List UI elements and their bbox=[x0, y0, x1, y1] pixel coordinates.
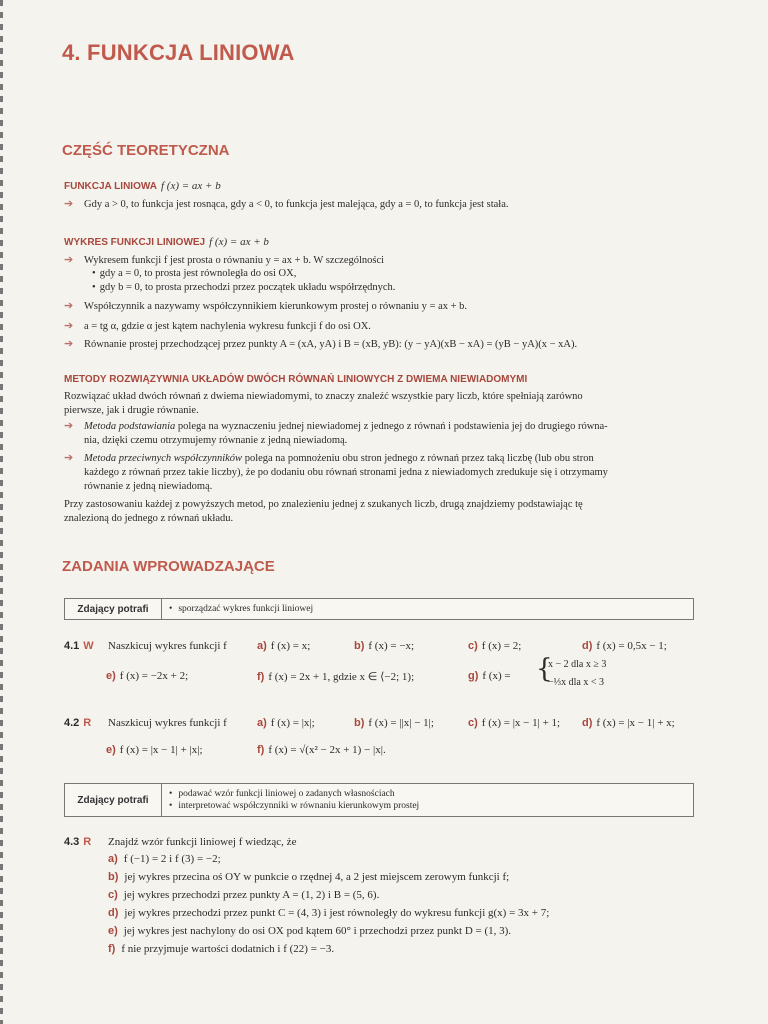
graph-line-3: a = tg α, gdzie α jest kątem nachylenia wykresu funkcji f do osi OX. bbox=[84, 321, 371, 332]
option-c bbox=[468, 717, 560, 729]
text-span: f nie przyjmuje wartości dodatnich i f (22) = −3. bbox=[121, 943, 335, 955]
subtask-f bbox=[108, 943, 334, 955]
graph-bullet-2: • gdy b = 0, to prosta przechodzi przez początek układu współrzędnych. bbox=[92, 282, 395, 293]
text-span: f) bbox=[257, 744, 265, 756]
brace-icon: { bbox=[536, 654, 553, 684]
text-span: e) bbox=[106, 744, 116, 756]
text-span: f (x) = −x; bbox=[368, 640, 415, 652]
graph-bullet-1: • gdy a = 0, to prosta jest równoległa do osi OX, bbox=[92, 268, 296, 279]
goal-item: • interpretować współczynniki w równaniu kierunkowym prostej bbox=[169, 800, 419, 812]
method-2-name: Metoda przeciwnych współczynników bbox=[84, 453, 243, 464]
text-span: f) bbox=[257, 671, 265, 683]
piece-1: x − 2 dla x ≥ 3 bbox=[548, 659, 607, 670]
chapter-title: 4. FUNKCJA LINIOWA bbox=[62, 40, 295, 65]
method-2-cont-2: równanie z jedną niewiadomą. bbox=[84, 481, 213, 492]
text-span: c) bbox=[468, 717, 478, 729]
subtask-b bbox=[108, 871, 509, 883]
text-span: e) bbox=[108, 925, 118, 937]
arrow-icon: ➔ bbox=[64, 452, 74, 464]
text-span: 4.2 bbox=[64, 717, 80, 729]
goal-box-2 bbox=[64, 783, 694, 817]
option-g bbox=[468, 670, 511, 682]
methods-para-2a: Przy zastosowaniu każdej z powyższych metod, po znalezieniu jednej z szukanych liczb, drugą znajdziemy podstawiając tę bbox=[64, 499, 583, 510]
piece-2: −⅓x dla x < 3 bbox=[548, 677, 604, 688]
graph-line-2: Współczynnik a nazywamy współczynnikiem kierunkowym prostej o równaniu y = ax + b. bbox=[84, 301, 468, 312]
arrow-icon: ➔ bbox=[64, 300, 74, 312]
option-e bbox=[106, 670, 188, 682]
methods-para-1a: Rozwiązać układ dwóch równań z dwiema niewiadomymi, to znaczy znaleźć wszystkie pary liczb, które spełniają zarówno bbox=[64, 391, 583, 402]
text-span: 4.1 bbox=[64, 640, 80, 652]
task-stem: Naszkicuj wykres funkcji f bbox=[108, 717, 227, 729]
graph-heading bbox=[64, 236, 269, 248]
graph-formula: f (x) = ax + b bbox=[209, 236, 269, 248]
option-d bbox=[582, 640, 667, 652]
text-span: f (x) = ||x| − 1|; bbox=[368, 717, 434, 729]
def-heading bbox=[64, 180, 221, 192]
option-a bbox=[257, 640, 310, 652]
goal-label: Zdający potrafi bbox=[65, 599, 162, 619]
text-span: f (x) = −2x + 2; bbox=[119, 670, 189, 682]
task-stem: Naszkicuj wykres funkcji f bbox=[108, 640, 227, 652]
text-span: f (x) = 2x + 1, gdzie x ∈ ⟨−2; 1); bbox=[268, 671, 415, 683]
option-f bbox=[257, 670, 414, 683]
task-number bbox=[64, 717, 91, 729]
arrow-icon: ➔ bbox=[64, 338, 74, 350]
def-text: Gdy a > 0, to funkcja jest rosnąca, gdy a < 0, to funkcja jest malejąca, gdy a = 0, to funkcja jest stała. bbox=[84, 199, 509, 210]
graph-line-4: Równanie prostej przechodzącej przez punkty A = (xA, yA) i B = (xB, yB): (y − yA)(xB − xA) = (yB − yA)(x − xA). bbox=[84, 339, 578, 350]
text-span: a) bbox=[108, 853, 118, 865]
text-span: c) bbox=[108, 889, 118, 901]
goal-box-1 bbox=[64, 598, 694, 620]
method-1-text: polega na wyznaczeniu jednej niewiadomej z jednego z równań i podstawienia jej do drugiego równa- bbox=[175, 421, 608, 432]
text-span: a) bbox=[257, 717, 267, 729]
text-span: f (x) = |x − 1| + x; bbox=[596, 717, 675, 729]
text-span: f (x) = √(x² − 2x + 1) − |x|. bbox=[268, 744, 386, 756]
text-span: f (x) = 0,5x − 1; bbox=[596, 640, 667, 652]
text-span: f (x) = |x|; bbox=[270, 717, 315, 729]
text-span: b) bbox=[354, 640, 365, 652]
page-edge bbox=[0, 0, 3, 1024]
method-2 bbox=[84, 452, 704, 465]
method-2-cont-1: każdego z równań przez takie liczby), że po dodaniu obu równań stronami jedna z niewiadomych zredukuje się i otrzymamy bbox=[84, 467, 608, 478]
text-span: f (x) = bbox=[482, 670, 511, 682]
method-1 bbox=[84, 420, 704, 433]
text-span: jej wykres przechodzi przez punkt C = (4, 3) i jest równoległy do wykresu funkcji g(x) = 3x + 7; bbox=[124, 907, 550, 919]
option-b bbox=[354, 640, 414, 652]
option-e bbox=[106, 744, 203, 756]
arrow-icon: ➔ bbox=[64, 254, 74, 266]
text-span: b) bbox=[108, 871, 119, 883]
level-badge: R bbox=[83, 836, 92, 848]
intro-heading: ZADANIA WPROWADZAJĄCE bbox=[62, 558, 275, 575]
def-formula: f (x) = ax + b bbox=[160, 180, 221, 192]
task-number bbox=[64, 836, 91, 848]
text-span: c) bbox=[468, 640, 478, 652]
graph-line-1: Wykresem funkcji f jest prosta o równaniu y = ax + b. W szczególności bbox=[84, 255, 385, 266]
subtask-c bbox=[108, 889, 379, 901]
task-number bbox=[64, 640, 94, 652]
text-span: jej wykres przecina oś OY w punkcie o rzędnej 4, a 2 jest miejscem zerowym funkcji f; bbox=[124, 871, 510, 883]
option-f bbox=[257, 744, 386, 756]
text-span: f (x) = x; bbox=[270, 640, 311, 652]
subtask-a bbox=[108, 853, 221, 865]
methods-heading: METODY ROZWIĄZYWNIA UKŁADÓW DWÓCH RÓWNAŃ LINIOWYCH Z DWIEMA NIEWIADOMYMI bbox=[64, 374, 528, 385]
text-span: d) bbox=[108, 907, 119, 919]
graph-title: WYKRES FUNKCJI LINIOWEJ bbox=[64, 237, 206, 248]
option-d bbox=[582, 717, 675, 729]
option-b bbox=[354, 717, 434, 729]
subtask-e bbox=[108, 925, 511, 937]
text-span: d) bbox=[582, 640, 593, 652]
goal-item: • sporządzać wykres funkcji liniowej bbox=[169, 603, 313, 615]
arrow-icon: ➔ bbox=[64, 198, 74, 210]
methods-para-2b: znalezioną do jednego z równań układu. bbox=[64, 513, 234, 524]
theory-heading: CZĘŚĆ TEORETYCZNA bbox=[62, 142, 230, 159]
method-1-cont: nia, dzięki czemu otrzymujemy równanie z jedną niewiadomą. bbox=[84, 435, 348, 446]
text-span: f (x) = |x − 1| + |x|; bbox=[119, 744, 203, 756]
level-badge: R bbox=[83, 717, 92, 729]
text-span: f (x) = 2; bbox=[481, 640, 522, 652]
goal-item: • podawać wzór funkcji liniowej o zadanych własnościach bbox=[169, 788, 419, 800]
option-c bbox=[468, 640, 521, 652]
text-span: g) bbox=[468, 670, 479, 682]
level-badge: W bbox=[83, 640, 94, 652]
text-span: b) bbox=[354, 717, 365, 729]
method-1-name: Metoda podstawiania bbox=[84, 421, 176, 432]
text-span: d) bbox=[582, 717, 593, 729]
subtask-d bbox=[108, 907, 549, 919]
text-span: jej wykres przechodzi przez punkty A = (1, 2) i B = (5, 6). bbox=[123, 889, 380, 901]
goal-label: Zdający potrafi bbox=[65, 784, 162, 816]
arrow-icon: ➔ bbox=[64, 420, 74, 432]
text-span: 4.3 bbox=[64, 836, 80, 848]
text-span: jej wykres jest nachylony do osi OX pod kątem 60° i przechodzi przez punkt D = (1, 3). bbox=[123, 925, 512, 937]
text-span: f) bbox=[108, 943, 116, 955]
text-span: f (x) = |x − 1| + 1; bbox=[481, 717, 561, 729]
text-span: f (−1) = 2 i f (3) = −2; bbox=[123, 853, 221, 865]
def-title: FUNKCJA LINIOWA bbox=[64, 181, 157, 192]
method-2-text: polega na pomnożeniu obu stron jednego z równań przez taką liczbę (lub obu stron bbox=[242, 453, 594, 464]
text-span: a) bbox=[257, 640, 267, 652]
text-span: e) bbox=[106, 670, 116, 682]
option-a bbox=[257, 717, 315, 729]
methods-para-1b: pierwsze, jak i drugie równanie. bbox=[64, 405, 199, 416]
task-stem: Znajdź wzór funkcji liniowej f wiedząc, że bbox=[108, 836, 297, 848]
arrow-icon: ➔ bbox=[64, 320, 74, 332]
